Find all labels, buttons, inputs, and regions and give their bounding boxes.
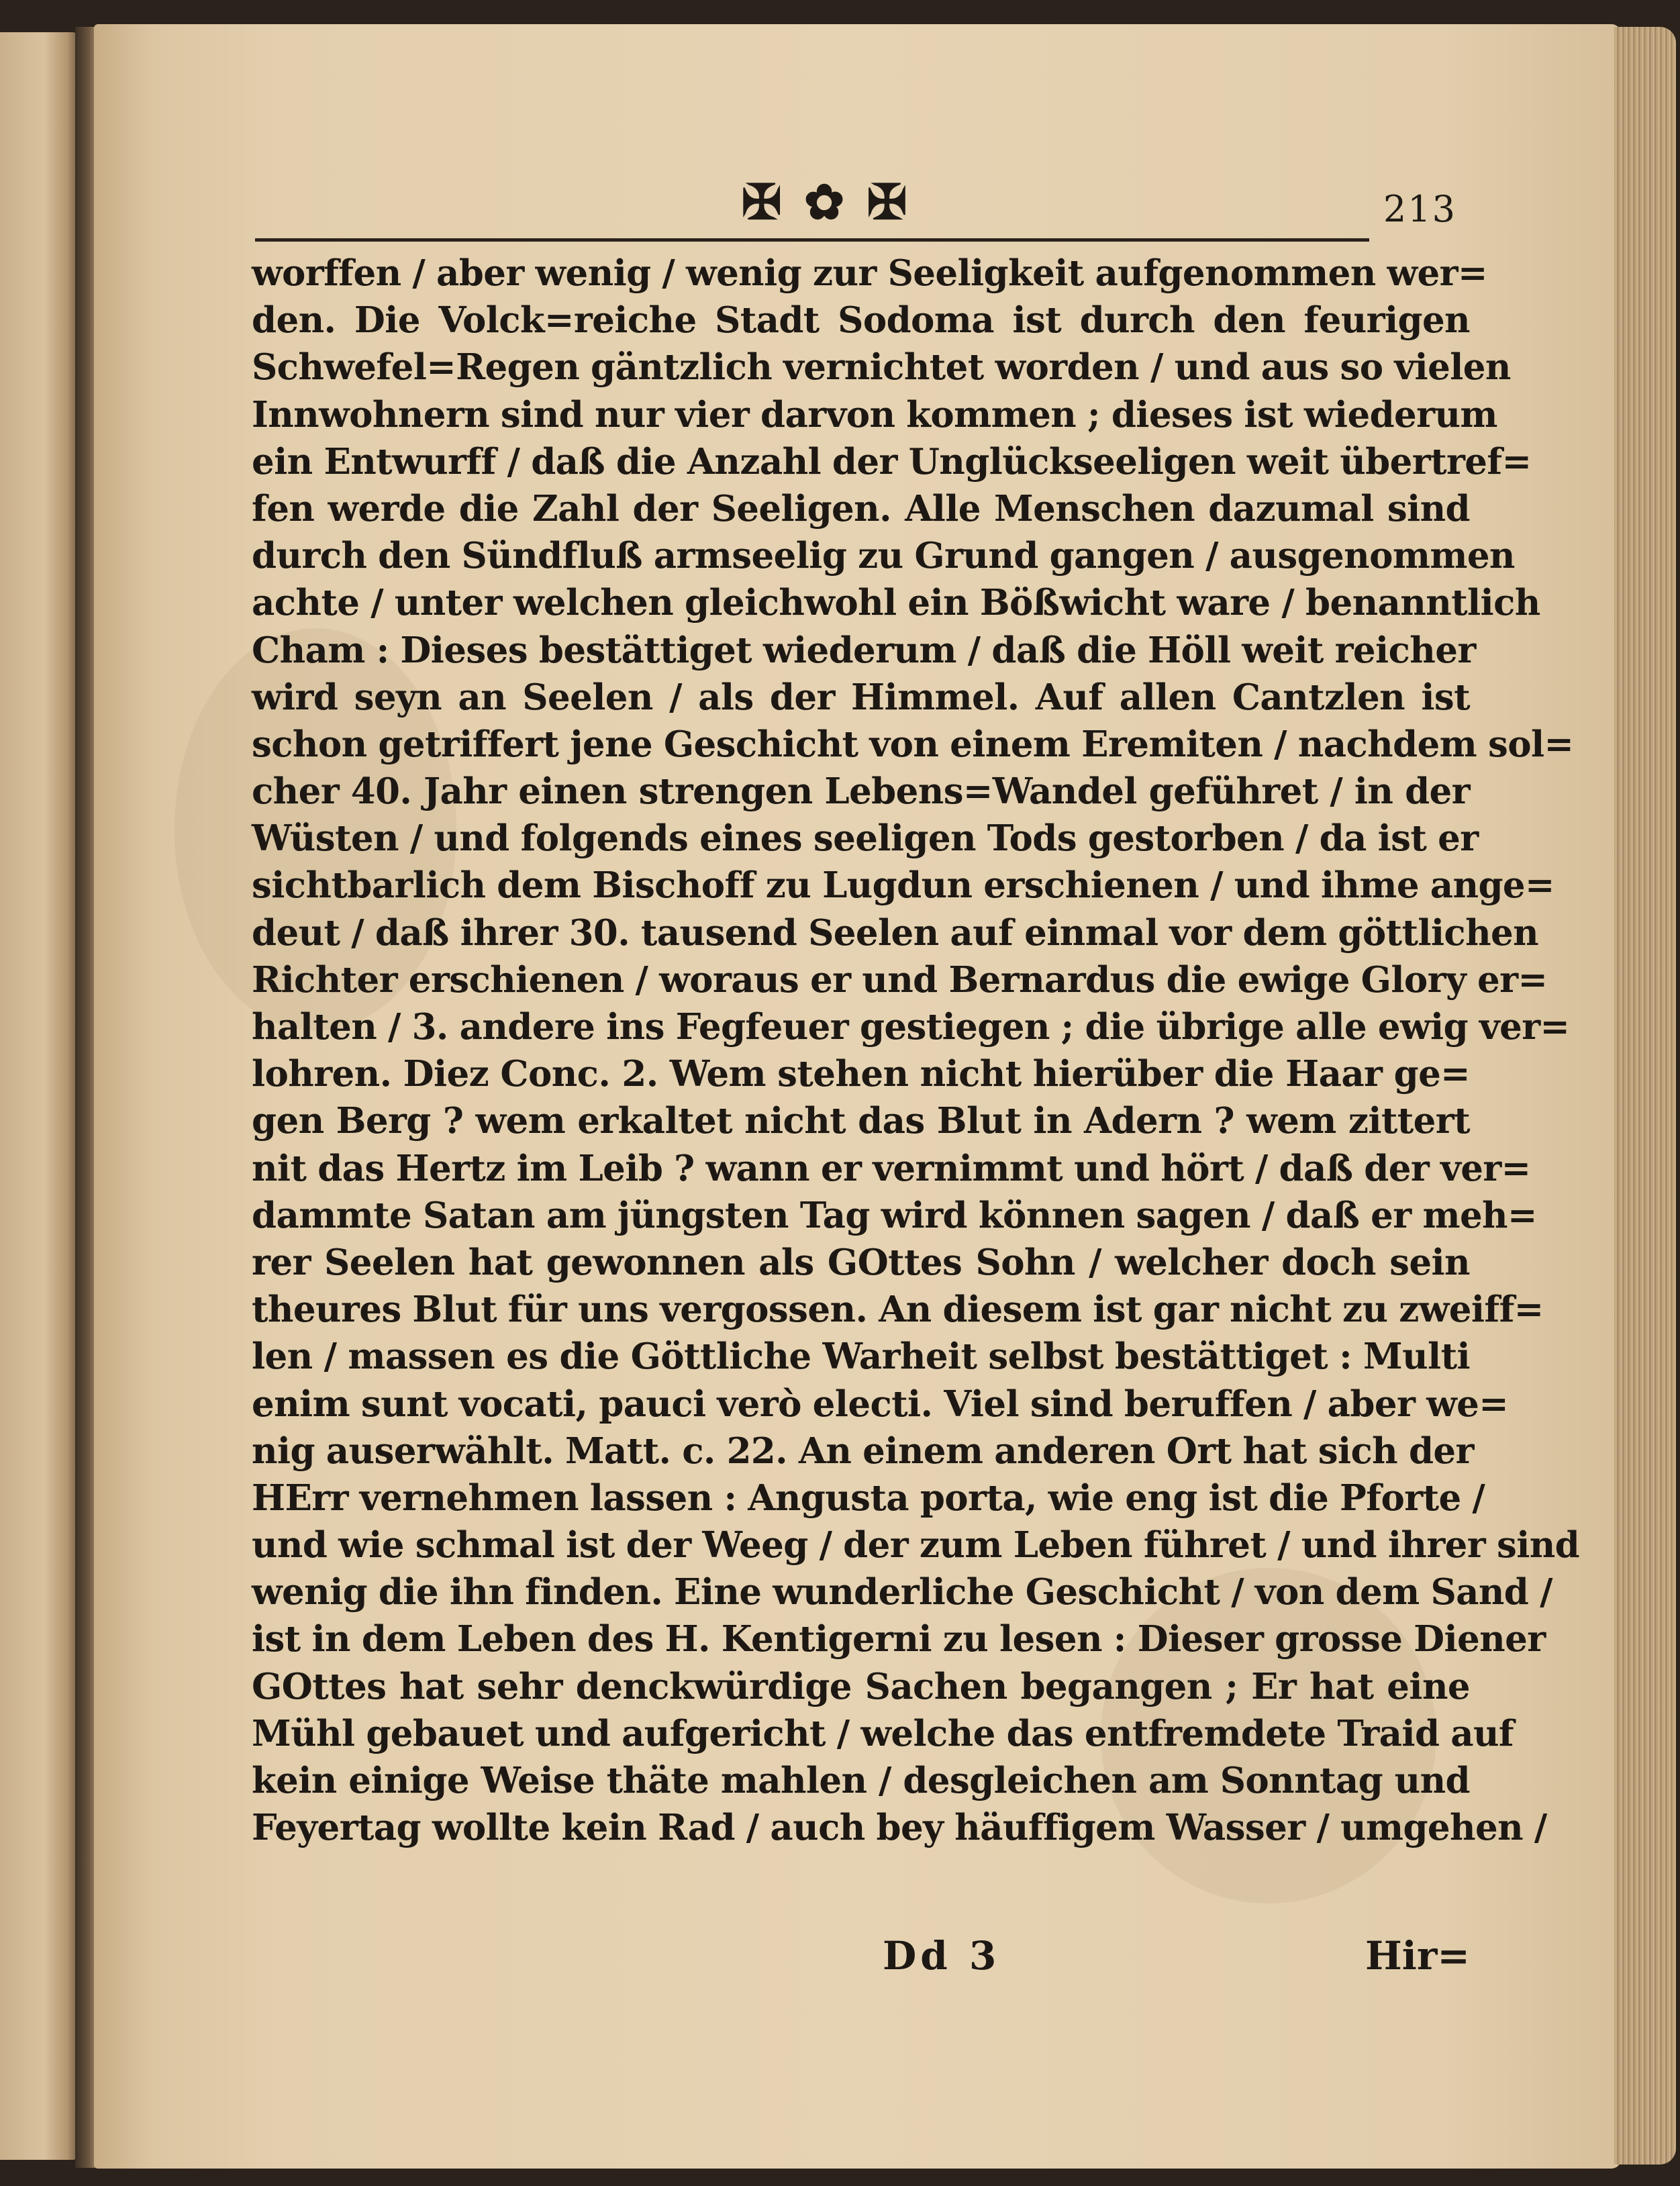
- body-text: [252, 250, 1580, 1851]
- text-line: ein Entwurff / daß die Anzahl der Unglückseeligen weit übertref=: [252, 440, 1532, 483]
- page-footer: [252, 1933, 1470, 1987]
- page-number: 213: [1383, 188, 1456, 230]
- running-head: [255, 168, 1456, 242]
- text-line: theures Blut für uns vergossen. An diesem ist gar nicht zu zweiff=: [252, 1289, 1544, 1331]
- text-line: durch den Sündfluß armseelig zu Grund gangen / ausgenommen: [252, 535, 1515, 577]
- text-line: den. Die Volck=reiche Stadt Sodoma ist durch den feurigen: [252, 299, 1470, 342]
- text-line: dammte Satan am jüngsten Tag wird können sagen / daß er meh=: [252, 1194, 1537, 1236]
- head-ornament-icon: ✠ ✿ ✠: [741, 173, 910, 230]
- text-line: achte / unter welchen gleichwohl ein Bößwicht ware / benanntlich: [252, 582, 1540, 624]
- text-line: kein einige Weise thäte mahlen / desgleichen am Sonntag und: [252, 1760, 1470, 1801]
- text-line: GOttes hat sehr denckwürdige Sachen begangen ; Er hat eine: [252, 1665, 1470, 1707]
- text-line: fen werde die Zahl der Seeligen. Alle Menschen dazumal sind: [252, 487, 1470, 530]
- text-line: Wüsten / und folgends eines seeligen Tods gestorben / da ist er: [252, 817, 1479, 860]
- text-line: nit das Hertz im Leib ? wann er vernimmt und hört / daß der ver=: [252, 1147, 1531, 1189]
- text-line: Cham : Dieses bestättiget wiederum / daß die Höll weit reicher: [252, 629, 1476, 671]
- text-line: Feyertag wollte kein Rad / auch bey häuffigem Wasser / umgehen /: [252, 1807, 1547, 1849]
- text-line: cher 40. Jahr einen strengen Lebens=Wandel geführet / in der: [252, 771, 1470, 813]
- text-line: rer Seelen hat gewonnen als GOttes Sohn / welcher doch sein: [252, 1241, 1470, 1283]
- text-line: Mühl gebauet und aufgericht / welche das entfremdete Traid auf: [252, 1712, 1514, 1754]
- text-line: sichtbarlich dem Bischoff zu Lugdun erschienen / und ihme ange=: [252, 864, 1554, 907]
- text-line: gen Berg ? wem erkaltet nicht das Blut in Adern ? wem zittert: [252, 1100, 1470, 1142]
- text-line: und wie schmal ist der Weeg / der zum Leben führet / und ihrer sind: [252, 1524, 1580, 1567]
- left-page-edge: [0, 32, 79, 2160]
- text-line: enim sunt vocati, pauci verò electi. Viel sind beruffen / aber we=: [252, 1383, 1509, 1425]
- text-line: nig auserwählt. Matt. c. 22. An einem anderen Ort hat sich der: [252, 1430, 1474, 1472]
- text-line: ist in dem Leben des H. Kentigerni zu lesen : Dieser grosse Diener: [252, 1618, 1546, 1660]
- text-line: lohren. Diez Conc. 2. Wem stehen nicht hierüber die Haar ge=: [252, 1053, 1470, 1095]
- text-line: HErr vernehmen lassen : Angusta porta, wie eng ist die Pforte /: [252, 1477, 1485, 1519]
- text-line: Innwohnern sind nur vier darvon kommen ; dieses ist wiederum: [252, 393, 1497, 436]
- page-block-edges: [1614, 27, 1676, 2165]
- head-rule: [255, 238, 1369, 242]
- text-line: Schwefel=Regen gäntzlich vernichtet worden / und aus so vielen: [252, 346, 1511, 389]
- text-line: deut / daß ihrer 30. tausend Seelen auf einmal vor dem göttlichen: [252, 911, 1539, 954]
- text-line: schon getriffert jene Geschicht von einem Eremiten / nachdem sol=: [252, 723, 1574, 765]
- text-line: wird seyn an Seelen / als der Himmel. Auf allen Cantzlen ist: [252, 676, 1470, 718]
- text-line: halten / 3. andere ins Fegfeuer gestiegen ; die übrige alle ewig ver=: [252, 1006, 1570, 1048]
- text-line: wenig die ihn finden. Eine wunderliche Geschicht / von dem Sand /: [252, 1571, 1552, 1613]
- text-line: Richter erschienen / woraus er und Bernardus die ewige Glory er=: [252, 958, 1548, 1001]
- catchword: Hir=: [1365, 1933, 1470, 1979]
- text-line: len / massen es die Göttliche Warheit selbst bestättiget : Multi: [252, 1336, 1470, 1378]
- text-line: worffen / aber wenig / wenig zur Seeligkeit aufgenommen wer=: [252, 252, 1487, 294]
- signature-mark: Dd 3: [883, 1933, 1001, 1979]
